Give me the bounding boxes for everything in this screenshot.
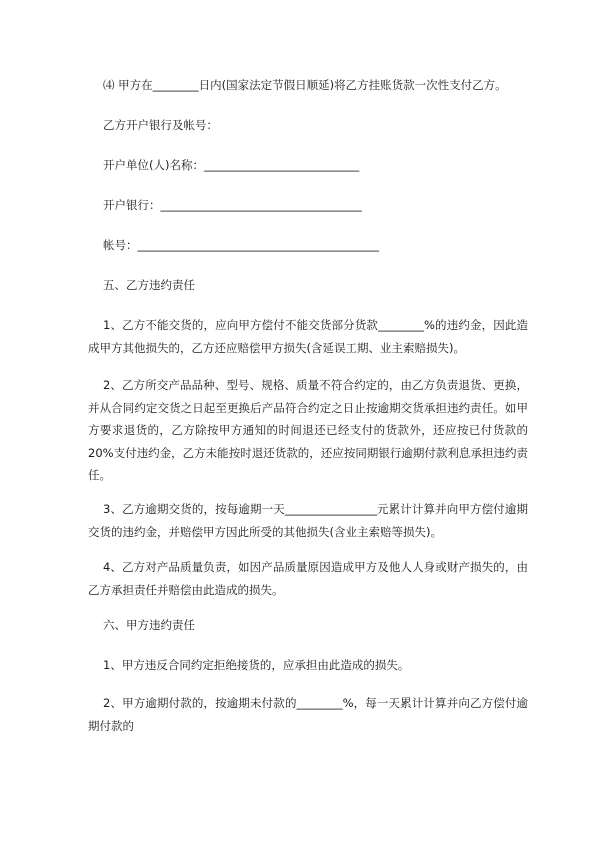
section-five-clause-3: 3、乙方逾期交货的，按每逾期一天________________元累计计算并向甲方偿付逾期交货的违约金，并赔偿甲方因此所受的其他损失(含业主索赔等损失)。 <box>88 502 528 539</box>
section-six-clause-1: 1、甲方违反合同约定拒绝接货的，应承担由此造成的损失。 <box>103 658 410 672</box>
section-six-heading: 六、甲方违约责任 <box>103 618 195 632</box>
bank-account-heading: 乙方开户银行及帐号： <box>103 118 218 132</box>
section-five-clause-4: 4、乙方对产品质量负责，如因产品质量原因造成甲方及他人人身或财产损失的，由乙方承担责任并赔偿由此造成的损失。 <box>88 560 528 597</box>
payment-clause: ⑷ 甲方在________日内(国家法定节假日顺延)将乙方挂账货款一次性支付乙方。 <box>103 78 507 92</box>
section-five-clause-2: 2、乙方所交产品品种、型号、规格、质量不符合约定的，由乙方负责退货、更换，并从合同约定交货之日起至更换后产品符合约定之日止按逾期交货承担违约责任。如甲方要求退货的，乙方除按甲方通知的时间退还已经支付的货款外，还应按已付货款的 20%支付违约金，乙方未能按时退还货款的，还应按同期银行逾期付款利息承担违约责任。 <box>88 378 528 482</box>
section-five-clause-1: 1、乙方不能交货的，应向甲方偿付不能交货部分货款________%的违约金，因此造成甲方其他损失的，乙方还应赔偿甲方损失(含延误工期、业主索赔损失)。 <box>88 318 528 355</box>
account-number-field: 帐号：__________________________________________ <box>103 238 379 252</box>
section-five-heading: 五、乙方违约责任 <box>103 278 195 292</box>
bank-name-field: 开户银行：___________________________________ <box>103 198 362 212</box>
account-holder-field: 开户单位(人)名称：___________________________ <box>103 158 360 172</box>
section-six-clause-2: 2、甲方逾期付款的，按逾期未付款的________%，每一天累计计算并向乙方偿付逾期付款的 <box>88 696 528 733</box>
